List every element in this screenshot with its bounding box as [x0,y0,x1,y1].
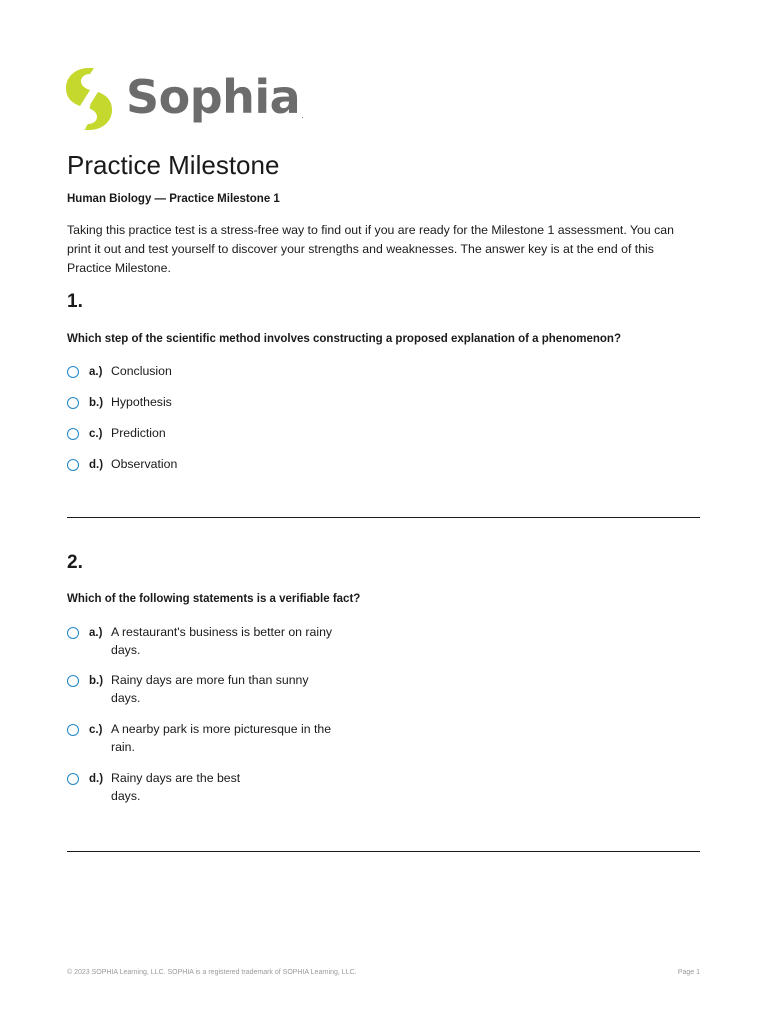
question-2-option-d[interactable] [67,769,261,805]
question-2-text: Which of the following statements is a verifiable fact? [67,593,361,605]
option-text: Observation [111,457,178,471]
question-1-number: 1. [67,291,83,312]
question-1-option-a[interactable] [67,362,361,381]
sophia-logo-mark-icon [66,68,112,130]
question-2-number: 2. [67,552,83,573]
question-divider [67,517,700,518]
radio-button-icon[interactable] [67,773,79,785]
radio-button-icon[interactable] [67,366,79,378]
question-1-text: Which step of the scientific method involves constructing a proposed explanation of a phenomenon? [67,333,621,345]
option-letter: a.) [89,627,103,639]
radio-button-icon[interactable] [67,428,79,440]
question-divider [67,851,700,852]
option-letter: c.) [89,428,103,440]
option-letter: a.) [89,366,103,378]
sophia-logo [66,67,303,131]
option-letter: b.) [89,675,104,687]
radio-button-icon[interactable] [67,397,79,409]
question-1-option-d[interactable] [67,455,361,474]
option-letter: d.) [89,459,104,471]
question-1-option-c[interactable] [67,424,361,443]
option-text: Rainy days are more fun than sunny days. [111,673,309,705]
footer-copyright: © 2023 SOPHIA Learning, LLC. SOPHIA is a registered trademark of SOPHIA Learning, LLC. [67,969,357,976]
intro-paragraph: Taking this practice test is a stress-free way to find out if you are ready for the Milestone 1 assessment. You can print it out and test yourself to discover your strengths and weaknesses. The answer key is at the end of this Practice Milestone. [67,223,674,275]
radio-button-icon[interactable] [67,724,79,736]
page-title: Practice Milestone [67,150,280,180]
option-letter: b.) [89,397,104,409]
sophia-wordmark: Sophia. [126,70,304,124]
question-2-option-a[interactable] [67,623,356,659]
option-text: Rainy days are the best days. [111,771,241,803]
option-letter: c.) [89,724,103,736]
question-1-option-b[interactable] [67,393,361,412]
radio-button-icon[interactable] [67,627,79,639]
radio-button-icon[interactable] [67,675,79,687]
page-subtitle: Human Biology — Practice Milestone 1 [67,193,280,205]
option-text: A restaurant's business is better on rainy days. [111,625,333,657]
option-text: A nearby park is more picturesque in the rain. [111,722,332,754]
option-text: Hypothesis [111,395,172,409]
question-2-option-c[interactable] [67,720,356,756]
question-2-option-b[interactable] [67,671,331,707]
option-text: Conclusion [111,364,172,378]
option-text: Prediction [111,426,166,440]
option-letter: d.) [89,773,104,785]
footer-page-number: Page 1 [677,969,700,976]
radio-button-icon[interactable] [67,459,79,471]
